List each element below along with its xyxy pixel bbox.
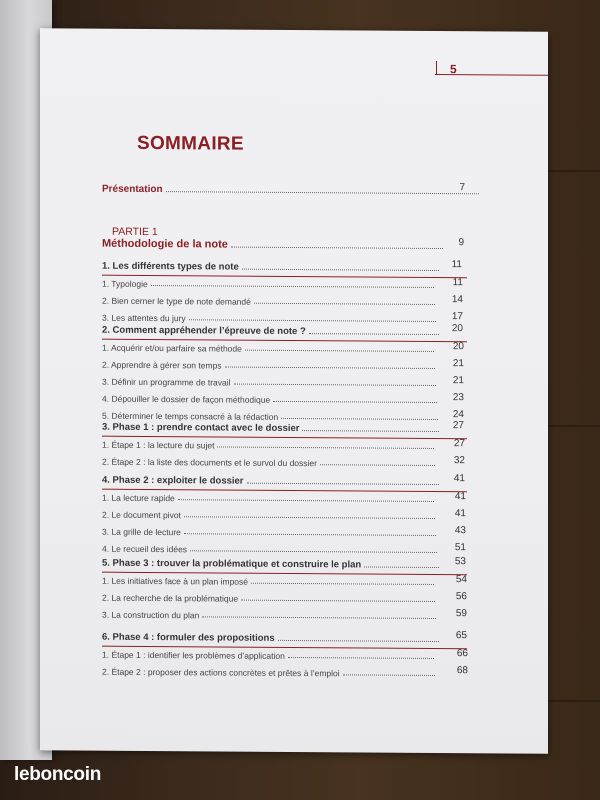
leader-dots (302, 429, 439, 432)
toc-item-label: 2. Étape 2 : proposer des actions concrètes et prêtes à l’emploi (102, 666, 340, 679)
toc-item (102, 360, 438, 372)
leader-dots (225, 366, 435, 369)
toc-item-page: 43 (454, 525, 466, 537)
toc-presentation-page: 7 (459, 182, 465, 194)
toc-item-page: 56 (455, 591, 467, 603)
toc-item-label: 2. Le document pivot (102, 509, 181, 521)
toc-item-label: 1. La lecture rapide (102, 492, 175, 504)
leader-dots (202, 615, 436, 619)
toc-item-page: 32 (453, 455, 465, 467)
toc-section (102, 632, 442, 645)
section-separator (102, 436, 467, 440)
toc-item (102, 440, 437, 452)
toc-item-label: 1. Typologie (102, 278, 148, 289)
toc-presentation (102, 184, 482, 198)
toc-item-page: 68 (456, 665, 468, 677)
toc-item (102, 394, 440, 406)
leader-dots (241, 599, 435, 602)
page-title: SOMMAIRE (137, 132, 244, 155)
toc-section-label: 5. Phase 3 : trouver la problématique et construire le plan (102, 557, 362, 571)
toc-item-label: 1. Les initiatives face à un plan imposé (102, 575, 249, 587)
section-separator (102, 489, 467, 493)
toc-item-label: 3. Définir un programme de travail (102, 376, 231, 388)
section-separator (102, 646, 467, 650)
header-rule-tick (436, 61, 437, 75)
toc-section (102, 475, 442, 488)
toc-item-page: 21 (452, 375, 464, 387)
toc-item-label: 1. Acquérir et/ou parfaire sa méthode (102, 342, 242, 354)
leader-dots (184, 532, 436, 536)
toc-item-page: 20 (452, 341, 464, 353)
toc-section-label: 4. Phase 2 : exploiter le dossier (102, 474, 244, 487)
leader-dots (273, 400, 437, 403)
toc-item (102, 343, 437, 355)
toc-item-label: 3. La grille de lecture (102, 526, 181, 538)
toc-item (102, 593, 438, 605)
leader-dots (166, 190, 479, 194)
toc-item-label: 5. Déterminer le temps consacré à la rédaction (102, 410, 279, 422)
leader-dots (254, 302, 435, 305)
toc-section-page: 27 (452, 420, 464, 432)
page-number: 5 (450, 62, 457, 77)
toc-section-label: 1. Les différents types de note (102, 260, 239, 273)
toc-section (102, 558, 442, 571)
toc-item-label: 2. Apprendre à gérer son temps (102, 359, 222, 371)
toc-item-page: 51 (454, 542, 466, 554)
leader-dots (251, 582, 434, 585)
toc-item (102, 650, 437, 662)
partie-label: PARTIE 1 (112, 225, 158, 239)
leader-dots (278, 639, 439, 642)
toc-item (102, 576, 437, 588)
leader-dots (217, 445, 434, 449)
toc-item-page: 23 (452, 392, 464, 404)
toc-section-label: 6. Phase 4 : formuler des propositions (102, 631, 275, 644)
toc-item-label: 1. Étape 1 : identifier les problèmes d’application (102, 649, 285, 661)
toc-item (102, 296, 438, 308)
toc-item-page: 59 (455, 608, 467, 620)
toc-item-page: 21 (452, 358, 464, 370)
toc-item-label: 2. La recherche de la problématique (102, 592, 239, 604)
leader-dots (343, 673, 435, 676)
leader-dots (245, 349, 434, 352)
toc-item-label: 4. Dépouiller le dossier de façon méthodique (102, 393, 271, 405)
toc-section-label: 3. Phase 1 : prendre contact avec le dossier (102, 421, 300, 435)
leader-dots (247, 482, 439, 485)
toc-item-label: 3. La construction du plan (102, 609, 200, 621)
section-separator (102, 339, 467, 343)
toc-methodologie-page: 9 (458, 237, 464, 249)
toc-item-label: 1. Étape 1 : la lecture du sujet (102, 439, 215, 451)
leader-dots (190, 549, 437, 553)
toc-item-page: 27 (453, 438, 465, 450)
toc-item-label: 2. Étape 2 : la liste des documents et le survol du dossier (102, 456, 317, 469)
toc-section (102, 325, 442, 338)
toc-item-page: 24 (452, 409, 464, 421)
toc-item (102, 610, 439, 622)
toc-methodologie-label: Méthodologie de la note (102, 237, 228, 251)
section-separator (102, 275, 467, 279)
toc-item (102, 510, 438, 522)
book-page (40, 28, 548, 754)
toc-section-page: 41 (453, 473, 465, 485)
toc-item-page: 66 (456, 648, 468, 660)
toc-methodologie (102, 238, 446, 252)
toc-item-label: 4. Le recueil des idées (102, 543, 188, 555)
leader-dots (231, 246, 443, 249)
toc-section (102, 422, 442, 435)
toc-section-page: 20 (451, 323, 463, 335)
toc-item-page: 41 (454, 491, 466, 503)
leader-dots (151, 284, 434, 288)
leboncoin-logo: leboncoin (14, 764, 102, 785)
toc-item-page: 41 (454, 508, 466, 520)
toc-item (102, 493, 437, 505)
toc-section-page: 11 (451, 259, 462, 271)
toc-item-page: 54 (455, 574, 467, 586)
leader-dots (242, 268, 439, 271)
leader-dots (234, 383, 436, 386)
toc-presentation-label: Présentation (102, 183, 163, 196)
leader-dots (320, 463, 435, 466)
toc-item (102, 377, 439, 389)
toc-item (102, 667, 438, 679)
toc-item (102, 313, 439, 325)
toc-section (102, 261, 442, 274)
toc-item-page: 11 (452, 277, 463, 289)
toc-section-page: 65 (455, 630, 467, 642)
toc-item (102, 457, 438, 469)
toc-item (102, 544, 440, 556)
leader-dots (288, 656, 434, 659)
toc-item-page: 14 (451, 294, 463, 306)
leader-dots (184, 515, 435, 519)
toc-item (102, 527, 439, 539)
leader-dots (189, 318, 436, 322)
toc-item-label: 3. Les attentes du jury (102, 312, 186, 324)
toc-item (102, 279, 437, 291)
leader-dots (178, 498, 434, 502)
section-separator (102, 572, 467, 576)
toc-item-label: 2. Bien cerner le type de note demandé (102, 295, 251, 307)
toc-item-page: 17 (451, 311, 463, 323)
toc-section-label: 2. Comment appréhender l’épreuve de note ? (102, 324, 306, 338)
leader-dots (364, 565, 439, 568)
leader-dots (281, 417, 438, 420)
toc-section-page: 53 (454, 556, 466, 568)
leader-dots (309, 332, 439, 335)
